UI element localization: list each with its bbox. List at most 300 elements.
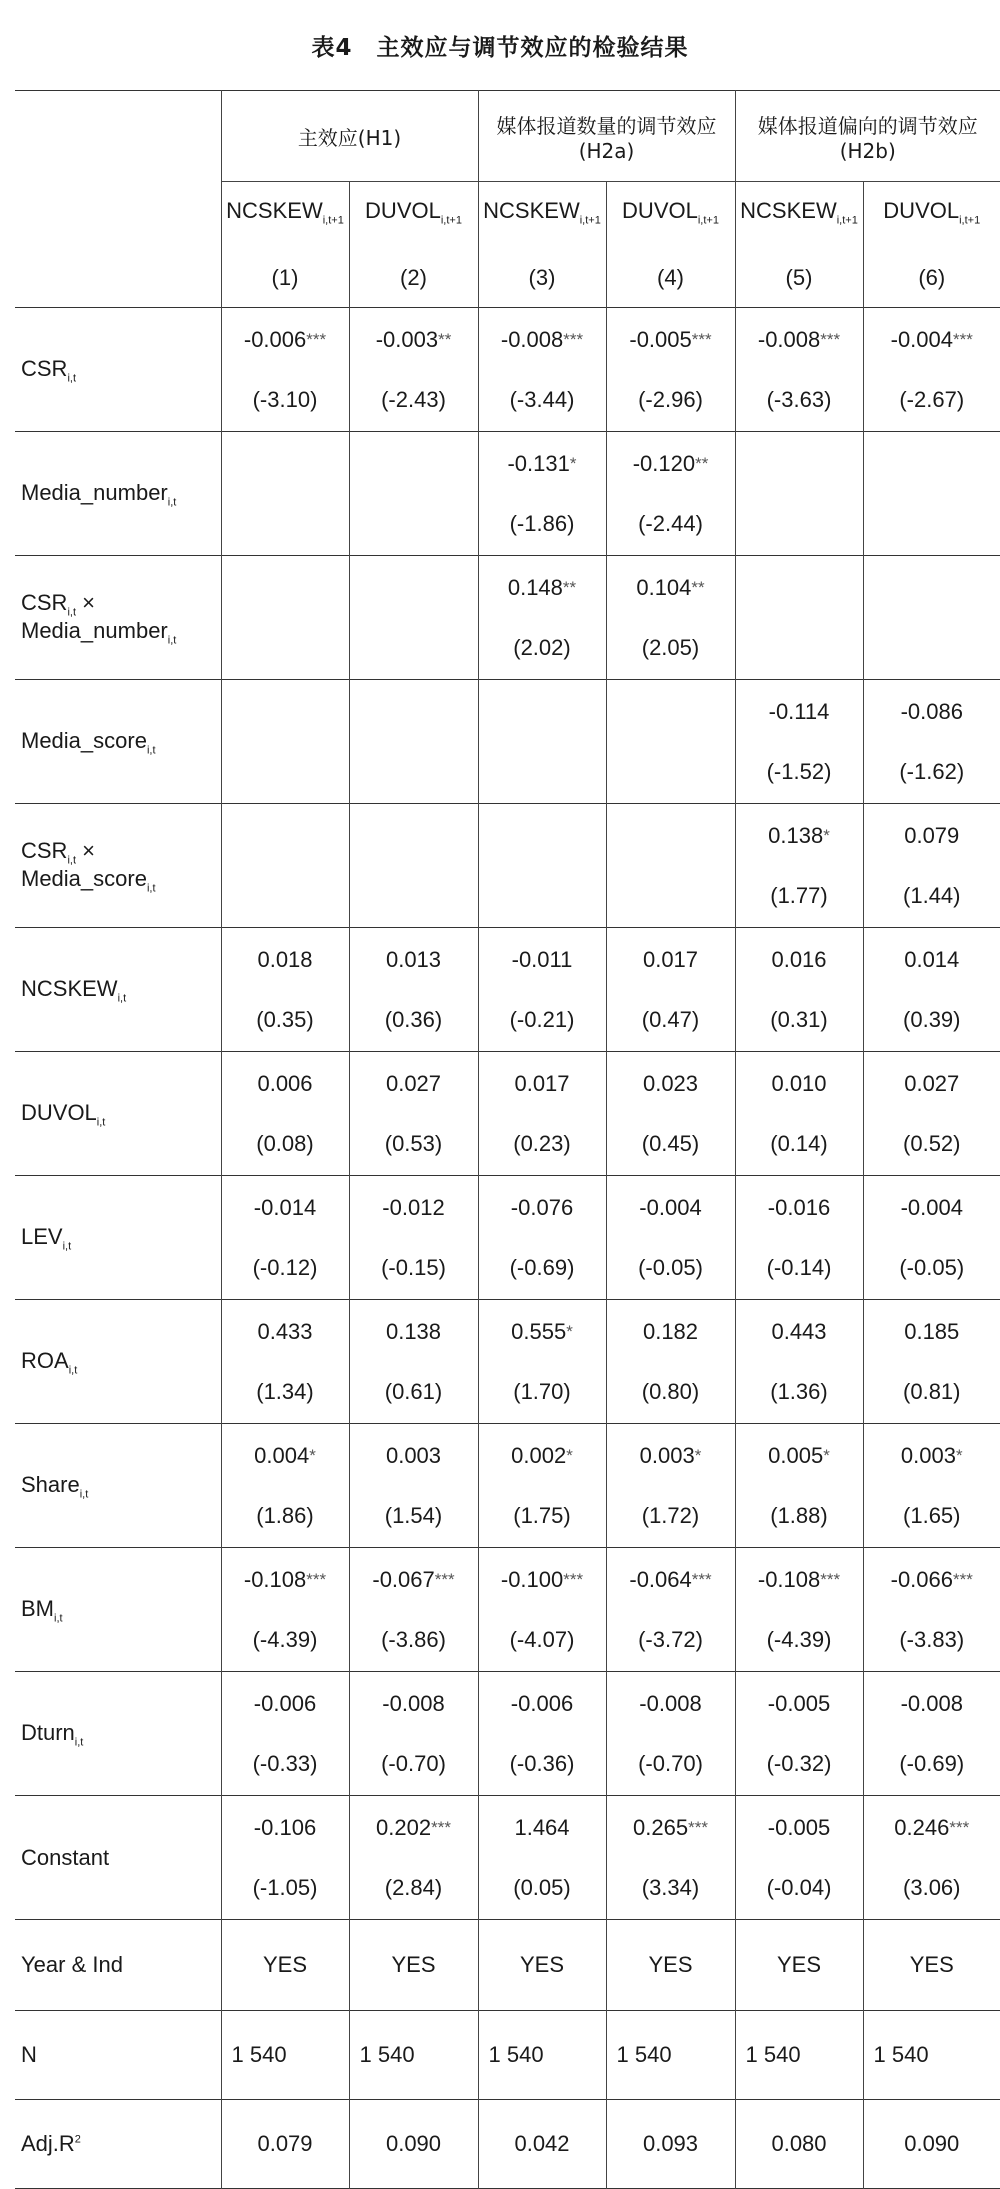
t-statistic: (1.88) [736,1486,863,1546]
column-name [479,182,606,249]
table-cell [478,1300,606,1424]
table-row [15,1796,1000,1920]
coefficient [479,1674,606,1734]
table-cell [863,1300,1000,1424]
row-var-interaction: × Media_number [21,590,168,643]
coefficient [350,1054,478,1114]
t-statistic: (-1.86) [479,494,606,554]
table-cell: 1 540 [735,2011,863,2100]
table-cell [349,1796,478,1920]
column-header [606,182,735,308]
table-cell [349,432,478,556]
coefficient-value: -0.008 [382,1691,444,1716]
table-cell [863,680,1000,804]
t-statistic: (-0.69) [479,1238,606,1298]
table-cell [863,1176,1000,1300]
coefficient-value: -0.005 [768,1691,830,1716]
table-cell [349,1176,478,1300]
coefficient [479,1178,606,1238]
t-statistic: (-0.69) [864,1734,1000,1794]
table-cell [221,556,349,680]
coefficient-value: 0.017 [514,1071,569,1096]
table-cell [349,1672,478,1796]
coefficient-value: -0.006 [254,1691,316,1716]
coefficient-value: -0.067 [372,1567,434,1592]
coefficient-value: -0.100 [501,1567,563,1592]
t-statistic: (0.45) [607,1114,735,1174]
coefficient-value: 0.013 [386,947,441,972]
coefficient-value: 0.433 [257,1319,312,1344]
table-cell [606,1424,735,1548]
coefficient [479,434,606,494]
results-table [15,90,1000,2189]
table-cell [606,1672,735,1796]
coefficient [479,1302,606,1362]
t-statistic: (-1.52) [736,742,863,802]
table-cell [606,432,735,556]
row-var: Adj.R [21,2131,75,2156]
coefficient [607,1178,735,1238]
t-statistic: (-3.83) [864,1610,1000,1670]
column-number: (1) [222,249,349,307]
t-statistic: (-2.96) [607,370,735,430]
significance-stars: * [309,1446,316,1465]
row-label [15,1176,221,1300]
table-row [15,928,1000,1052]
table-cell [478,1548,606,1672]
table-row [15,1176,1000,1300]
coefficient [222,1674,349,1734]
t-statistic: (0.23) [479,1114,606,1174]
corner-cell [15,91,221,182]
row-label [15,556,221,680]
coefficient-value: 0.443 [771,1319,826,1344]
coefficient-value: -0.006 [244,327,306,352]
group-header-h1: 主效应(H1) [221,91,478,182]
column-header [349,182,478,308]
n-row [15,2011,1000,2100]
row-var: CSR [21,838,67,863]
t-statistic: (-0.36) [479,1734,606,1794]
row-subscript: i,t [168,634,177,646]
t-statistic: (3.34) [607,1858,735,1918]
t-statistic: (-0.70) [607,1734,735,1794]
significance-stars: *** [692,1570,712,1589]
coefficient-value: -0.066 [891,1567,953,1592]
table-cell [349,308,478,432]
table-cell: YES [735,1920,863,2011]
t-statistic: (0.14) [736,1114,863,1174]
column-name [222,182,349,249]
row-label [15,1796,221,1920]
coefficient-value: 0.017 [643,947,698,972]
table-cell: 0.090 [863,2100,1000,2189]
column-subscript: i,t+1 [959,214,980,226]
coefficient [607,1798,735,1858]
coefficient [736,310,863,370]
column-header [735,182,863,308]
table-cell [349,556,478,680]
table-cell [735,1548,863,1672]
table-cell: YES [863,1920,1000,2011]
column-var: NCSKEW [483,198,580,223]
significance-stars: * [823,1446,830,1465]
table-cell [478,1176,606,1300]
table-row [15,1672,1000,1796]
coefficient-value: -0.008 [639,1691,701,1716]
coefficient [736,1798,863,1858]
t-statistic: (-0.04) [736,1858,863,1918]
coefficient [864,1674,1000,1734]
table-cell: YES [478,1920,606,2011]
t-statistic: (-4.07) [479,1610,606,1670]
t-statistic: (-0.32) [736,1734,863,1794]
t-statistic: (-3.63) [736,370,863,430]
row-label [15,432,221,556]
t-statistic: (1.72) [607,1486,735,1546]
group-header-h2b: 媒体报道偏向的调节效应(H2b) [735,91,1000,182]
coefficient-value: 0.023 [643,1071,698,1096]
significance-stars: *** [953,330,973,349]
t-statistic: (1.34) [222,1362,349,1422]
table-cell [349,1424,478,1548]
t-statistic: (-3.44) [479,370,606,430]
coefficient-value: -0.131 [507,451,569,476]
coefficient [736,806,863,866]
row-label: N [15,2011,221,2100]
coefficient [479,1798,606,1858]
coefficient-value: -0.016 [768,1195,830,1220]
row-subscript: i,t [69,1364,78,1376]
t-statistic: (0.61) [350,1362,478,1422]
table-cell [221,1548,349,1672]
significance-stars: *** [563,1570,583,1589]
coefficient [864,682,1000,742]
t-statistic: (0.39) [864,990,1000,1050]
row-subscript: i,t [97,1116,106,1128]
row-subscript: i,t [118,992,127,1004]
coefficient-value: -0.008 [501,327,563,352]
table-row [15,1052,1000,1176]
row-subscript: i,t [67,372,76,384]
t-statistic: (0.31) [736,990,863,1050]
significance-stars: *** [563,330,583,349]
coefficient-value: -0.014 [254,1195,316,1220]
table-cell [349,1300,478,1424]
year-ind-row [15,1920,1000,2011]
coefficient-value: 0.014 [904,947,959,972]
coefficient [864,930,1000,990]
coefficient-value: 0.138 [768,823,823,848]
coefficient-value: -0.114 [769,699,830,724]
coefficient [479,310,606,370]
row-subscript: i,t [147,744,156,756]
row-label [15,928,221,1052]
t-statistic: (3.06) [864,1858,1000,1918]
coefficient [350,1550,478,1610]
table-cell [735,804,863,928]
coefficient [736,1178,863,1238]
adj-r2-row [15,2100,1000,2189]
t-statistic: (2.02) [479,618,606,678]
significance-stars: * [956,1446,963,1465]
coefficient-value: 0.003 [386,1443,441,1468]
t-statistic: (2.84) [350,1858,478,1918]
column-header [478,182,606,308]
coefficient [607,1550,735,1610]
coefficient-value: -0.076 [511,1195,573,1220]
t-statistic: (1.77) [736,866,863,926]
table-row [15,680,1000,804]
coefficient-value: 0.079 [904,823,959,848]
coefficient-value: -0.005 [629,327,691,352]
column-number: (5) [736,249,863,307]
coefficient-value: -0.011 [512,947,573,972]
row-label [15,1300,221,1424]
row-var: Share [21,1472,80,1497]
row-label [15,1672,221,1796]
coefficient-value: 0.265 [633,1815,688,1840]
coefficient [607,1302,735,1362]
coefficient [222,1054,349,1114]
coefficient [350,1674,478,1734]
t-statistic: (0.52) [864,1114,1000,1174]
t-statistic: (-1.05) [222,1858,349,1918]
coefficient [607,930,735,990]
table-cell [863,804,1000,928]
table-cell [863,1052,1000,1176]
t-statistic: (0.05) [479,1858,606,1918]
row-label [15,1548,221,1672]
t-statistic: (-0.70) [350,1734,478,1794]
row-superscript: 2 [75,2134,81,2146]
row-var: DUVOL [21,1100,97,1125]
t-statistic: (0.35) [222,990,349,1050]
t-statistic: (-2.44) [607,494,735,554]
coefficient-value: -0.012 [382,1195,444,1220]
table-cell [221,432,349,556]
table-cell [221,1300,349,1424]
significance-stars: *** [688,1818,708,1837]
coefficient [864,1178,1000,1238]
row-var-interaction: × Media_score [21,838,147,891]
coefficient [222,1550,349,1610]
coefficient-value: 0.003 [901,1443,956,1468]
significance-stars: * [566,1446,573,1465]
coefficient [479,1054,606,1114]
table-cell [478,804,606,928]
coefficient [864,310,1000,370]
t-statistic: (-2.43) [350,370,478,430]
table-cell [735,1052,863,1176]
row-label [15,804,221,928]
coefficient [864,1302,1000,1362]
coefficient [607,1674,735,1734]
coefficient [350,1798,478,1858]
t-statistic: (0.53) [350,1114,478,1174]
table-cell [863,308,1000,432]
significance-stars: * [695,1446,702,1465]
coefficient [222,1302,349,1362]
t-statistic: (1.54) [350,1486,478,1546]
table-cell [863,1548,1000,1672]
column-var: DUVOL [883,198,959,223]
table-row [15,308,1000,432]
row-var: CSR [21,590,67,615]
t-statistic: (-0.21) [479,990,606,1050]
significance-stars: ** [691,578,704,597]
coefficient [350,310,478,370]
table-cell [863,1672,1000,1796]
column-var: NCSKEW [226,198,323,223]
column-number: (4) [607,249,735,307]
table-cell [606,1052,735,1176]
coefficient-value: 0.182 [643,1319,698,1344]
table-cell: YES [349,1920,478,2011]
table-cell: YES [221,1920,349,2011]
t-statistic: (0.36) [350,990,478,1050]
column-var: DUVOL [365,198,441,223]
column-number: (6) [864,249,1000,307]
row-var: Media_number [21,480,168,505]
table-cell [221,1424,349,1548]
coefficient [864,806,1000,866]
table-cell [735,1796,863,1920]
table-cell [735,432,863,556]
coefficient-value: 0.104 [636,575,691,600]
coefficient-value: -0.004 [901,1195,963,1220]
significance-stars: *** [953,1570,973,1589]
significance-stars: * [566,1322,573,1341]
coefficient-value: -0.003 [376,327,438,352]
coefficient-value: 0.555 [511,1319,566,1344]
table-cell: 1 540 [478,2011,606,2100]
t-statistic: (-2.67) [864,370,1000,430]
row-subscript: i,t [67,854,76,866]
coefficient-value: 0.010 [771,1071,826,1096]
row-subscript: i,t [54,1612,63,1624]
column-name [736,182,863,249]
significance-stars: *** [820,330,840,349]
coefficient [222,310,349,370]
t-statistic: (-4.39) [736,1610,863,1670]
coefficient [736,930,863,990]
coefficient-value: -0.086 [901,699,963,724]
row-label [15,1052,221,1176]
coefficient [350,1302,478,1362]
column-var: NCSKEW [740,198,837,223]
coefficient [479,930,606,990]
table-row [15,432,1000,556]
coefficient [736,1054,863,1114]
row-subscript: i,t [80,1488,89,1500]
coefficient-value: -0.008 [758,327,820,352]
row-label [15,2100,221,2189]
table-cell [735,556,863,680]
table-cell [735,1424,863,1548]
table-cell [221,804,349,928]
coefficient [607,558,735,618]
coefficient [479,1550,606,1610]
table-cell: 1 540 [221,2011,349,2100]
coefficient [350,930,478,990]
column-subscript: i,t+1 [580,214,601,226]
table-cell: 0.090 [349,2100,478,2189]
coefficient-value: -0.120 [633,451,695,476]
t-statistic: (-0.12) [222,1238,349,1298]
row-subscript: i,t [67,606,76,618]
table-cell: 0.080 [735,2100,863,2189]
coefficient-value: 1.464 [514,1815,569,1840]
significance-stars: *** [435,1570,455,1589]
significance-stars: *** [820,1570,840,1589]
coefficient [736,682,863,742]
table-cell [606,804,735,928]
table-cell [221,1176,349,1300]
row-var: Media_score [21,728,147,753]
table-cell [606,928,735,1052]
table-cell [606,1300,735,1424]
coefficient [350,1178,478,1238]
table-cell [735,928,863,1052]
table-cell [735,1176,863,1300]
coefficient-value: -0.064 [629,1567,691,1592]
t-statistic: (1.75) [479,1486,606,1546]
t-statistic: (1.70) [479,1362,606,1422]
group-header-h2a: 媒体报道数量的调节效应(H2a) [478,91,735,182]
row-subscript: i,t [75,1736,84,1748]
column-subscript: i,t+1 [837,214,858,226]
row-var: CSR [21,356,67,381]
table-cell [863,1424,1000,1548]
table-cell [863,928,1000,1052]
t-statistic: (-0.05) [864,1238,1000,1298]
table-cell [735,680,863,804]
significance-stars: *** [949,1818,969,1837]
coefficient-value: 0.027 [386,1071,441,1096]
coefficient-value: 0.148 [508,575,563,600]
coefficient-value: -0.008 [901,1691,963,1716]
significance-stars: ** [438,330,451,349]
table-cell [863,556,1000,680]
coefficient [864,1054,1000,1114]
coefficient [222,1178,349,1238]
column-header [863,182,1000,308]
column-subscript: i,t+1 [698,214,719,226]
coefficient [607,434,735,494]
coefficient [736,1674,863,1734]
row-label [15,1424,221,1548]
t-statistic: (1.86) [222,1486,349,1546]
coefficient-value: -0.005 [768,1815,830,1840]
coefficient [222,1426,349,1486]
t-statistic: (-3.72) [607,1610,735,1670]
table-cell [478,1796,606,1920]
row-label [15,308,221,432]
row-subscript: i,t [168,496,177,508]
t-statistic: (-0.33) [222,1734,349,1794]
t-statistic: (-0.15) [350,1238,478,1298]
coefficient-value: 0.185 [904,1319,959,1344]
column-name [350,182,478,249]
table-cell [735,1300,863,1424]
t-statistic: (1.44) [864,866,1000,926]
table-cell [478,1424,606,1548]
table-title: 表4 主效应与调节效应的检验结果 [0,0,1000,90]
coefficient-value: 0.138 [386,1319,441,1344]
table-cell [221,680,349,804]
significance-stars: * [570,454,577,473]
